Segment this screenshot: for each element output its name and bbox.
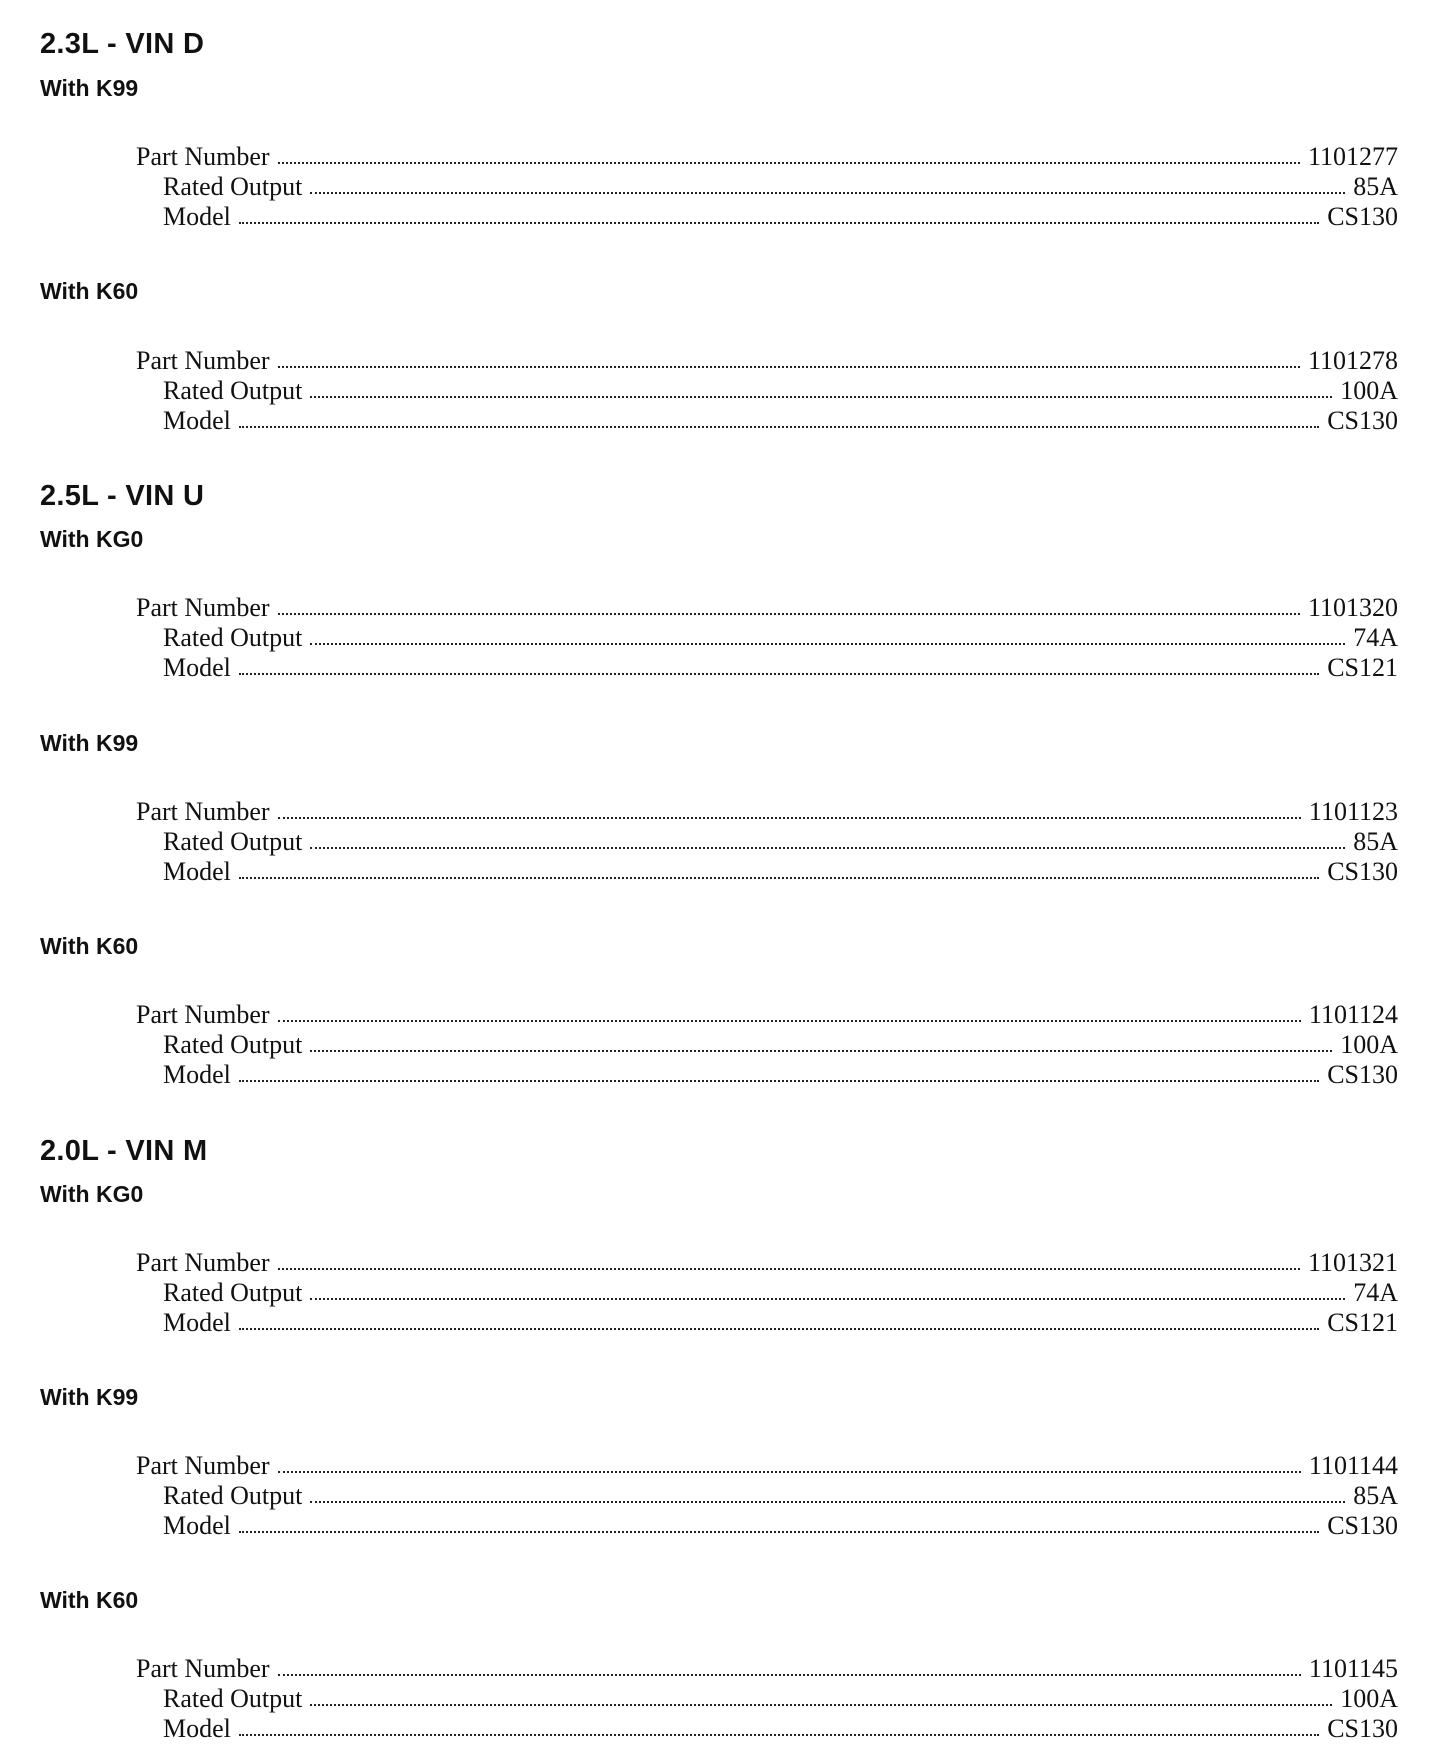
- spec-label: Rated Output: [163, 1684, 303, 1713]
- model-row: [136, 1511, 1398, 1541]
- variant-heading: With K99: [40, 730, 139, 756]
- rated-output-row: [136, 1684, 1398, 1714]
- dot-leader: [239, 222, 1319, 224]
- spec-label: Part Number: [136, 346, 270, 375]
- spec-label: Model: [163, 857, 231, 886]
- spec-value: 1101123: [1308, 797, 1398, 826]
- spec-label: Rated Output: [163, 376, 303, 405]
- spec-label: Part Number: [136, 593, 270, 622]
- variant-heading: With K60: [40, 933, 139, 959]
- spec-value: CS121: [1327, 1308, 1398, 1337]
- variant-heading: With KG0: [40, 526, 144, 552]
- model-row: [136, 653, 1398, 683]
- rated-output-row: [136, 1030, 1398, 1060]
- spec-label: Rated Output: [163, 623, 303, 652]
- dot-leader: [278, 162, 1300, 164]
- dot-leader: [310, 643, 1345, 645]
- spec-value: 100A: [1340, 376, 1398, 405]
- spec-value: CS130: [1327, 1060, 1398, 1089]
- dot-leader: [239, 1734, 1319, 1736]
- dot-leader: [239, 1531, 1319, 1533]
- spec-value: 1101144: [1308, 1451, 1398, 1480]
- spec-value: 1101145: [1308, 1654, 1398, 1683]
- variant-heading: With K60: [40, 278, 139, 304]
- spec-value: CS121: [1327, 653, 1398, 682]
- spec-label: Model: [163, 202, 231, 231]
- spec-value: CS130: [1327, 202, 1398, 231]
- spec-label: Model: [163, 1511, 231, 1540]
- dot-leader: [278, 1268, 1300, 1270]
- spec-table: [136, 1654, 1398, 1744]
- spec-label: Part Number: [136, 797, 270, 826]
- part-number-row: [136, 1248, 1398, 1278]
- spec-table: [136, 797, 1398, 887]
- part-number-row: [136, 346, 1398, 376]
- spec-label: Model: [163, 406, 231, 435]
- spec-label: Rated Output: [163, 827, 303, 856]
- spec-value: 1101124: [1308, 1000, 1398, 1029]
- dot-leader: [278, 817, 1301, 819]
- rated-output-row: [136, 1278, 1398, 1308]
- rated-output-row: [136, 376, 1398, 406]
- dot-leader: [310, 1298, 1345, 1300]
- spec-value: 1101321: [1307, 1248, 1398, 1277]
- part-number-row: [136, 593, 1398, 623]
- model-row: [136, 1308, 1398, 1338]
- spec-label: Rated Output: [163, 1481, 303, 1510]
- model-row: [136, 857, 1398, 887]
- spec-label: Model: [163, 1308, 231, 1337]
- rated-output-row: [136, 1481, 1398, 1511]
- spec-label: Model: [163, 1714, 231, 1743]
- spec-label: Rated Output: [163, 172, 303, 201]
- dot-leader: [278, 1020, 1301, 1022]
- spec-label: Part Number: [136, 1451, 270, 1480]
- spec-value: 85A: [1353, 1481, 1398, 1510]
- part-number-row: [136, 142, 1398, 172]
- model-row: [136, 1714, 1398, 1744]
- spec-table: [136, 1451, 1398, 1541]
- spec-value: 1101277: [1307, 142, 1398, 171]
- variant-heading: With K99: [40, 75, 139, 101]
- spec-value: 100A: [1340, 1684, 1398, 1713]
- spec-label: Part Number: [136, 1654, 270, 1683]
- dot-leader: [310, 847, 1345, 849]
- spec-value: 85A: [1353, 172, 1398, 201]
- part-number-row: [136, 1451, 1398, 1481]
- spec-label: Rated Output: [163, 1278, 303, 1307]
- rated-output-row: [136, 827, 1398, 857]
- spec-value: 74A: [1353, 1278, 1398, 1307]
- spec-value: CS130: [1327, 1511, 1398, 1540]
- spec-value: CS130: [1327, 1714, 1398, 1743]
- engine-heading: 2.5L - VIN U: [40, 480, 205, 512]
- rated-output-row: [136, 172, 1398, 202]
- variant-heading: With K60: [40, 1587, 139, 1613]
- model-row: [136, 406, 1398, 436]
- engine-heading: 2.3L - VIN D: [40, 28, 205, 60]
- dot-leader: [278, 1471, 1301, 1473]
- dot-leader: [310, 1050, 1332, 1052]
- spec-label: Part Number: [136, 1248, 270, 1277]
- spec-label: Rated Output: [163, 1030, 303, 1059]
- dot-leader: [239, 1080, 1319, 1082]
- rated-output-row: [136, 623, 1398, 653]
- dot-leader: [239, 426, 1319, 428]
- part-number-row: [136, 797, 1398, 827]
- model-row: [136, 202, 1398, 232]
- engine-heading: 2.0L - VIN M: [40, 1135, 208, 1167]
- spec-value: 74A: [1353, 623, 1398, 652]
- dot-leader: [310, 396, 1332, 398]
- spec-table: [136, 593, 1398, 683]
- variant-heading: With K99: [40, 1384, 139, 1410]
- dot-leader: [310, 192, 1345, 194]
- spec-label: Part Number: [136, 1000, 270, 1029]
- spec-table: [136, 1248, 1398, 1338]
- dot-leader: [278, 366, 1300, 368]
- spec-table: [136, 346, 1398, 436]
- part-number-row: [136, 1000, 1398, 1030]
- spec-table: [136, 1000, 1398, 1090]
- spec-label: Model: [163, 1060, 231, 1089]
- dot-leader: [239, 877, 1319, 879]
- dot-leader: [310, 1501, 1345, 1503]
- dot-leader: [278, 1674, 1301, 1676]
- dot-leader: [278, 613, 1300, 615]
- dot-leader: [310, 1704, 1332, 1706]
- spec-value: 1101320: [1307, 593, 1398, 622]
- model-row: [136, 1060, 1398, 1090]
- spec-value: CS130: [1327, 857, 1398, 886]
- spec-value: 85A: [1353, 827, 1398, 856]
- spec-value: 1101278: [1307, 346, 1398, 375]
- variant-heading: With KG0: [40, 1181, 144, 1207]
- spec-label: Model: [163, 653, 231, 682]
- dot-leader: [239, 1328, 1319, 1330]
- spec-label: Part Number: [136, 142, 270, 171]
- dot-leader: [239, 673, 1319, 675]
- part-number-row: [136, 1654, 1398, 1684]
- spec-value: CS130: [1327, 406, 1398, 435]
- spec-table: [136, 142, 1398, 232]
- spec-value: 100A: [1340, 1030, 1398, 1059]
